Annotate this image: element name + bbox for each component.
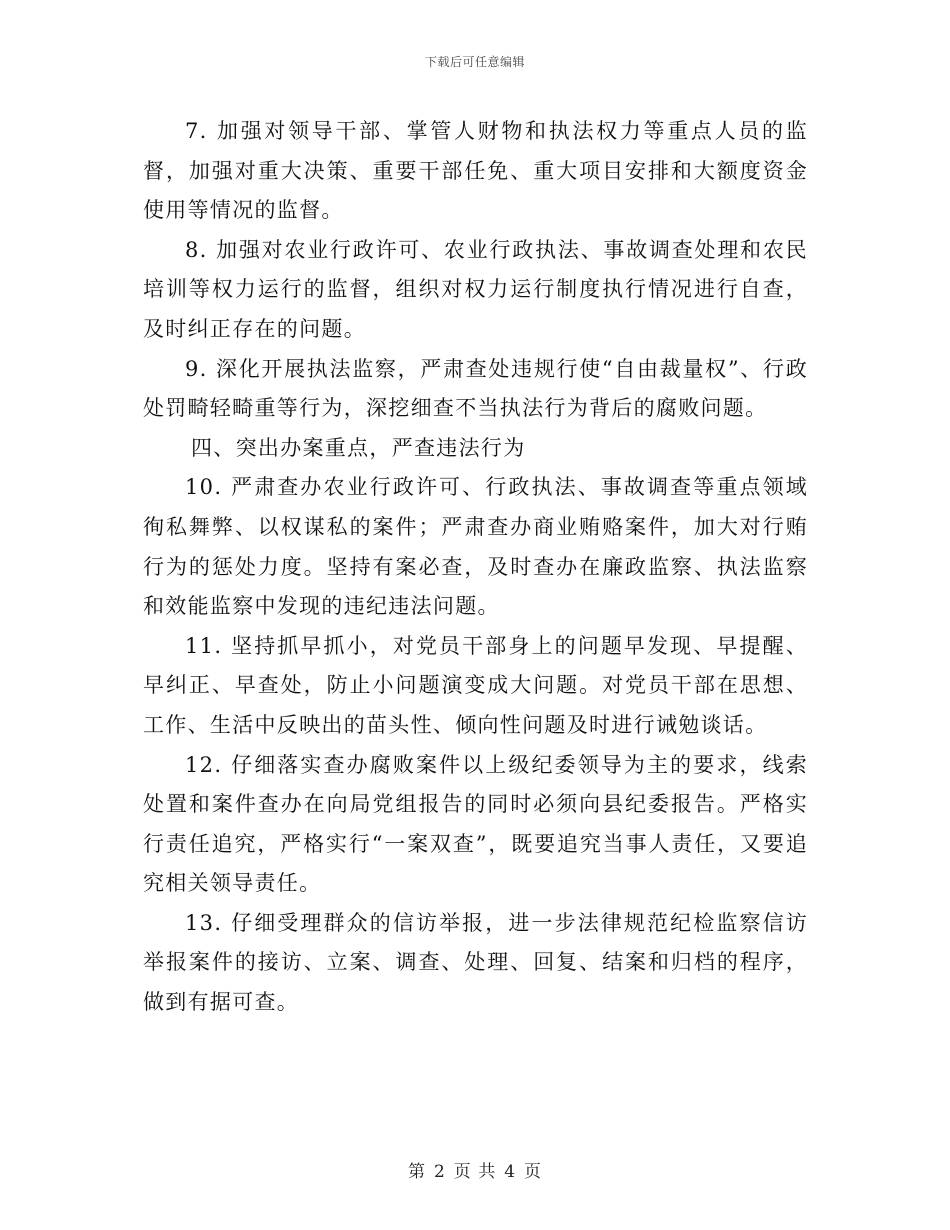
paragraph-item-9: 9. 深化开展执法监察，严肃查处违规行使“自由裁量权”、行政处罚畸轻畸重等行为，深挖细查不当执法行为背后的腐败问题。 — [143, 356, 808, 421]
total-pages-number: 4 — [504, 1162, 517, 1182]
page-header: 下载后可任意编辑 — [424, 55, 525, 69]
paragraph-item-13: 13. 仔细受理群众的信访举报，进一步法律规范纪检监察信访举报案件的接访、立案、调查、处理、回复、结案和归档的程序，做到有据可查。 — [143, 910, 808, 1015]
document-body — [143, 112, 808, 1023]
page-footer — [0, 1157, 950, 1182]
paragraph-item-7: 7. 加强对领导干部、掌管人财物和执法权力等重点人员的监督，加强对重大决策、重要干部任免、重大项目安排和大额度资金使用等情况的监督。 — [143, 119, 808, 223]
paragraph-item-10: 10. 严肃查办农业行政许可、行政执法、事故调查等重点领域徇私舞弊、以权谋私的案件；严肃查办商业贿赂案件，加大对行贿行为的惩处力度。坚持有案必查，及时查办在廉政监察、执法监察和效能监察中发现的违纪违法问题。 — [143, 475, 808, 619]
page-label-suffix: 页 — [524, 1162, 543, 1182]
section-heading: 四、突出办案重点，严查违法行为 — [191, 435, 526, 460]
paragraph-item-11: 11. 坚持抓早抓小，对党员干部身上的问题早发现、早提醒、早纠正、早查处，防止小问题演变成大问题。对党员干部在思想、工作、生活中反映出的苗头性、倾向性问题及时进行诫勉谈话。 — [143, 633, 808, 737]
page-label-prefix: 第 — [407, 1162, 426, 1182]
current-page-number: 2 — [433, 1162, 446, 1182]
page-label-mid: 页 共 — [453, 1162, 497, 1182]
paragraph-item-8: 8. 加强对农业行政许可、农业行政执法、事故调查处理和农民培训等权力运行的监督，组织对权力运行制度执行情况进行自查，及时纠正存在的问题。 — [143, 237, 808, 341]
paragraph-item-12: 12. 仔细落实查办腐败案件以上级纪委领导为主的要求，线索处置和案件查办在向局党组报告的同时必须向县纪委报告。严格实行责任追究，严格实行“一案双查”，既要追究当事人责任，又要追究相关领导责任。 — [143, 752, 808, 896]
